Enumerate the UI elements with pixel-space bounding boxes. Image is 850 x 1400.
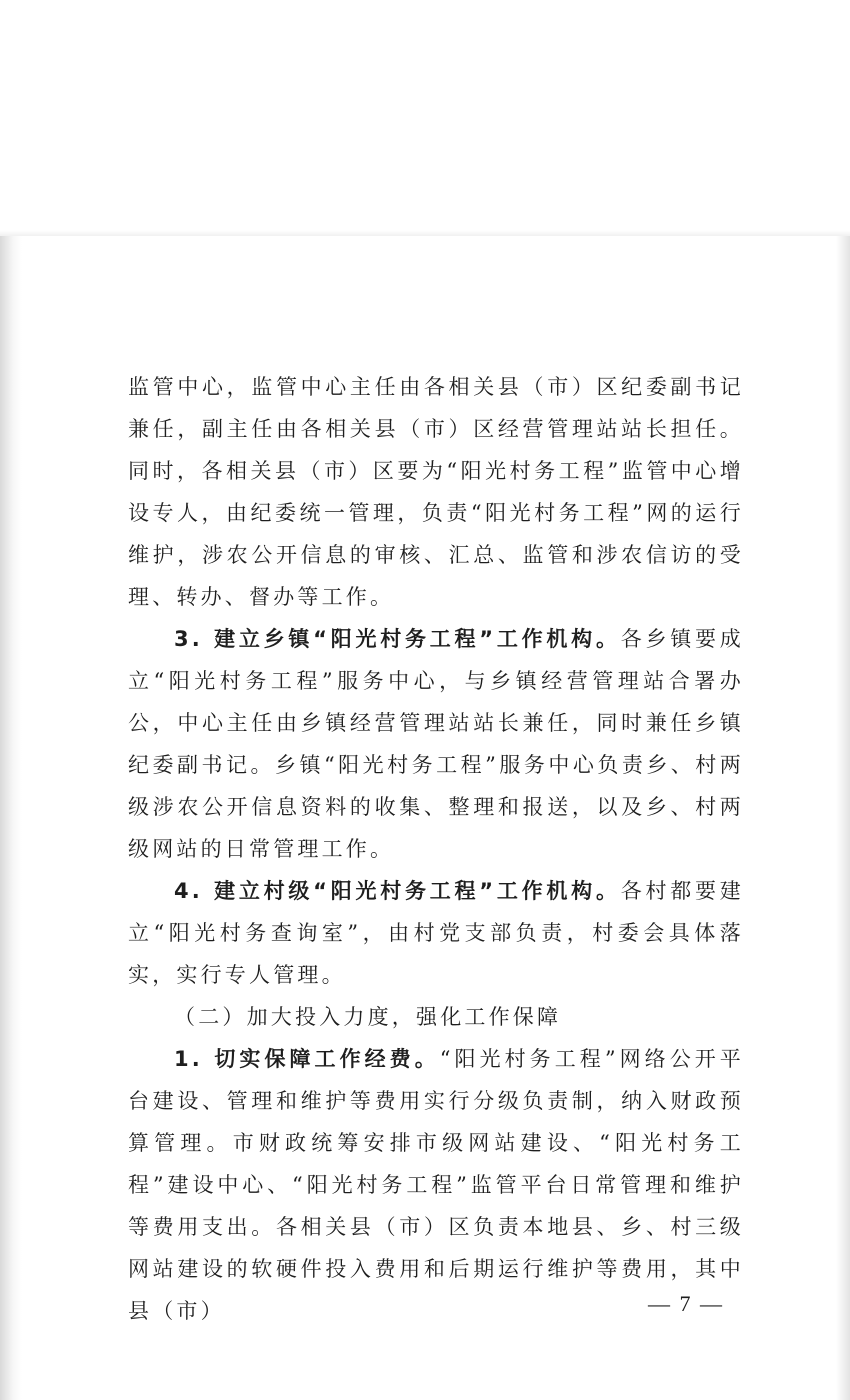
paragraph-lead: 4. 建立村级“阳光村务工程”工作机构。 <box>174 879 621 903</box>
paragraph-township-office <box>128 618 744 870</box>
paragraph-lead: 1. 切实保障工作经费。 <box>174 1047 440 1071</box>
section-heading-text: （二）加大投入力度，强化工作保障 <box>174 1005 562 1029</box>
paragraph-text: “阳光村务工程”网络公开平台建设、管理和维护等费用实行分级负责制，纳入财政预算管理。市财政统筹安排市级网站建设、“阳光村务工程”建设中心、“阳光村务工程”监管平台日常管理和维护等费用支出。各相关县（市）区负责本地县、乡、村三级网站建设的软硬件投入费用和后期运行维护等费用，其中县（市） <box>128 1047 744 1323</box>
scan-edge-top <box>0 230 850 236</box>
paragraph-village-office <box>128 870 744 996</box>
scan-edge-left <box>0 236 22 1400</box>
scan-edge-right <box>836 236 850 1400</box>
paragraph-funding <box>128 1038 744 1332</box>
paragraph-text: 监管中心，监管中心主任由各相关县（市）区纪委副书记兼任，副主任由各相关县（市）区经营管理站站长担任。同时，各相关县（市）区要为“阳光村务工程”监管中心增设专人，由纪委统一管理，负责“阳光村务工程”网的运行维护，涉农公开信息的审核、汇总、监管和涉农信访的受理、转办、督办等工作。 <box>128 375 744 609</box>
page-number: — 7 — <box>648 1291 724 1316</box>
paragraph-text: 各乡镇要成立“阳光村务工程”服务中心，与乡镇经营管理站合署办公，中心主任由乡镇经营管理站站长兼任，同时兼任乡镇纪委副书记。乡镇“阳光村务工程”服务中心负责乡、村两级涉农公开信息资料的收集、整理和报送，以及乡、村两级网站的日常管理工作。 <box>128 627 744 861</box>
paragraph-text: 各村都要建立“阳光村务查询室”，由村党支部负责，村委会具体落实，实行专人管理。 <box>128 879 744 987</box>
paragraph-continuation <box>128 366 744 618</box>
document-body <box>128 366 744 1332</box>
paragraph-lead: 3. 建立乡镇“阳光村务工程”工作机构。 <box>174 627 621 651</box>
section-heading <box>128 996 744 1038</box>
